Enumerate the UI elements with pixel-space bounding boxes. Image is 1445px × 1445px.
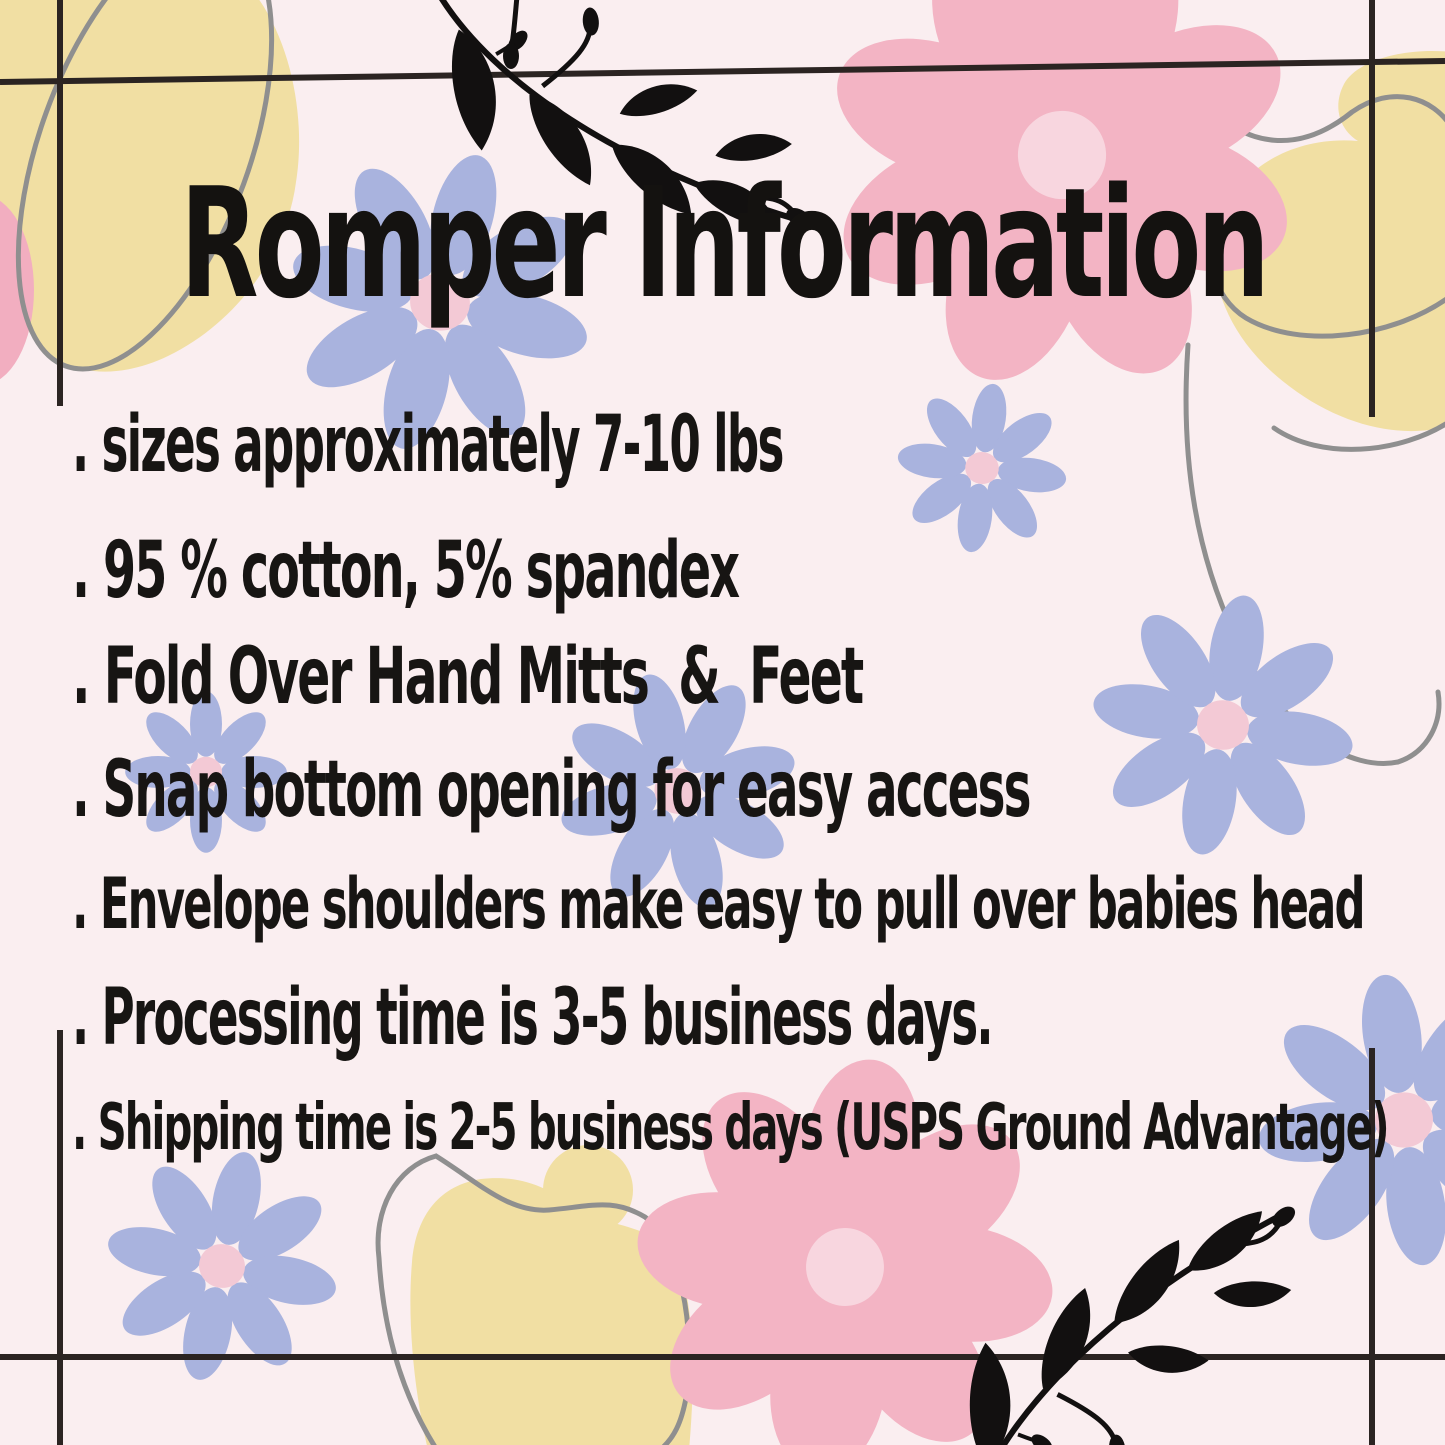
bullet-processing-time: . Processing time is 3-5 business days. (72, 973, 992, 1063)
bullet-mitts-feet: . Fold Over Hand Mitts & Feet (72, 632, 863, 722)
bullet-shipping-time: . Shipping time is 2-5 business days (USPS Ground Advantage) (72, 1091, 1388, 1165)
bullet-snap-bottom: . Snap bottom opening for easy access (72, 745, 1030, 835)
bullet-envelope-shoulders: . Envelope shoulders make easy to pull over babies head (72, 863, 1364, 945)
blue-daisy-right-mid (1071, 573, 1375, 877)
bullet-sizes: . sizes approximately 7-10 lbs (72, 400, 783, 490)
page-title: Romper Information (179, 155, 1266, 332)
blue-daisy-bottom-left (84, 1128, 360, 1404)
bullet-fabric: . 95 % cotton, 5% spandex (72, 526, 739, 616)
blue-daisy-small-right (886, 372, 1078, 564)
